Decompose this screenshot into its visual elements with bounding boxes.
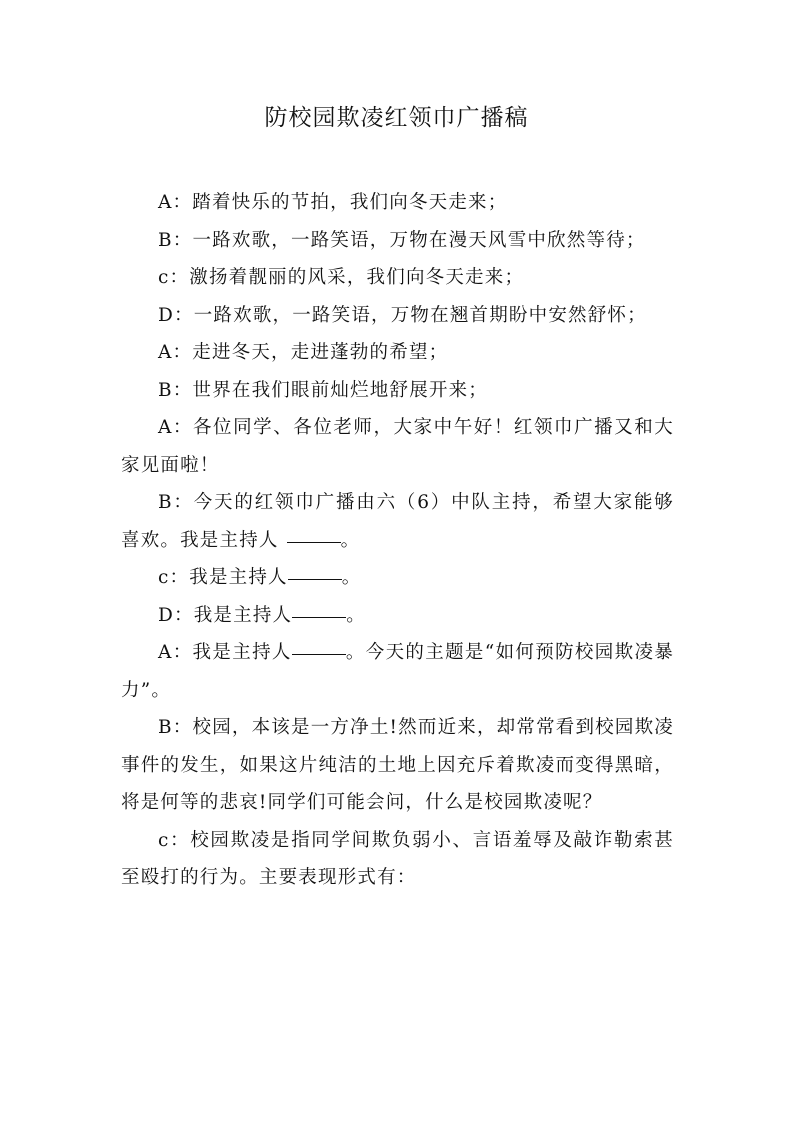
name-blank bbox=[292, 653, 346, 655]
paragraph bbox=[121, 822, 674, 897]
paragraph bbox=[121, 184, 674, 222]
paragraph-text: c：校园欺凌是指同学间欺负弱小、言语羞辱及敲诈勒索甚至殴打的行为。主要表现形式有： bbox=[121, 829, 674, 888]
paragraph bbox=[121, 709, 674, 822]
paragraph bbox=[121, 297, 674, 335]
document-body bbox=[121, 184, 674, 897]
paragraph-text: A：各位同学、各位老师，大家中午好！红领巾广播又和大家见面啦！ bbox=[121, 417, 674, 476]
name-blank bbox=[288, 578, 342, 580]
paragraph-text: B：今天的红领巾广播由六（6）中队主持，希望大家能够喜欢。我是主持人 bbox=[121, 492, 674, 551]
name-blank bbox=[287, 541, 341, 543]
paragraph-text: B：校园，本该是一方净土!然而近来，却常常看到校园欺凌事件的发生，如果这片纯洁的土地上因充斥着欺凌而变得黑暗，将是何等的悲哀!同学们可能会问，什么是校园欺凌呢？ bbox=[121, 717, 674, 813]
paragraph bbox=[121, 222, 674, 260]
paragraph-text: D：我是主持人 bbox=[158, 604, 293, 626]
paragraph-text: A：我是主持人 bbox=[158, 642, 292, 663]
paragraph-text: 。 bbox=[346, 604, 366, 626]
paragraph bbox=[121, 559, 674, 597]
paragraph-text: B：一路欢歌，一路笑语，万物在漫天风雪中欣然等待； bbox=[158, 229, 646, 251]
paragraph-text: c：我是主持人 bbox=[158, 567, 288, 588]
paragraph bbox=[121, 634, 674, 709]
paragraph-text: B：世界在我们眼前灿烂地舒展开来； bbox=[158, 379, 488, 401]
paragraph-text: A：踏着快乐的节拍，我们向冬天走来； bbox=[158, 192, 508, 213]
paragraph-text: 。 bbox=[340, 529, 361, 551]
paragraph bbox=[121, 372, 674, 410]
paragraph-text: 。 bbox=[341, 567, 362, 588]
paragraph-text: 。今天的主题是“如何预防校园欺凌暴力”。 bbox=[121, 642, 674, 701]
paragraph bbox=[121, 334, 674, 372]
paragraph-text: c：激扬着靓丽的风采，我们向冬天走来； bbox=[158, 267, 525, 288]
document-title: 防校园欺凌红领巾广播稿 bbox=[264, 105, 529, 131]
paragraph-text: D：一路欢歌，一路笑语，万物在翘首期盼中安然舒怀； bbox=[158, 304, 647, 326]
paragraph bbox=[121, 484, 674, 559]
paragraph-text: A：走进冬天，走进蓬勃的希望； bbox=[158, 342, 449, 363]
paragraph bbox=[121, 259, 674, 297]
paragraph bbox=[121, 409, 674, 484]
paragraph bbox=[121, 597, 674, 635]
name-blank bbox=[292, 616, 346, 618]
